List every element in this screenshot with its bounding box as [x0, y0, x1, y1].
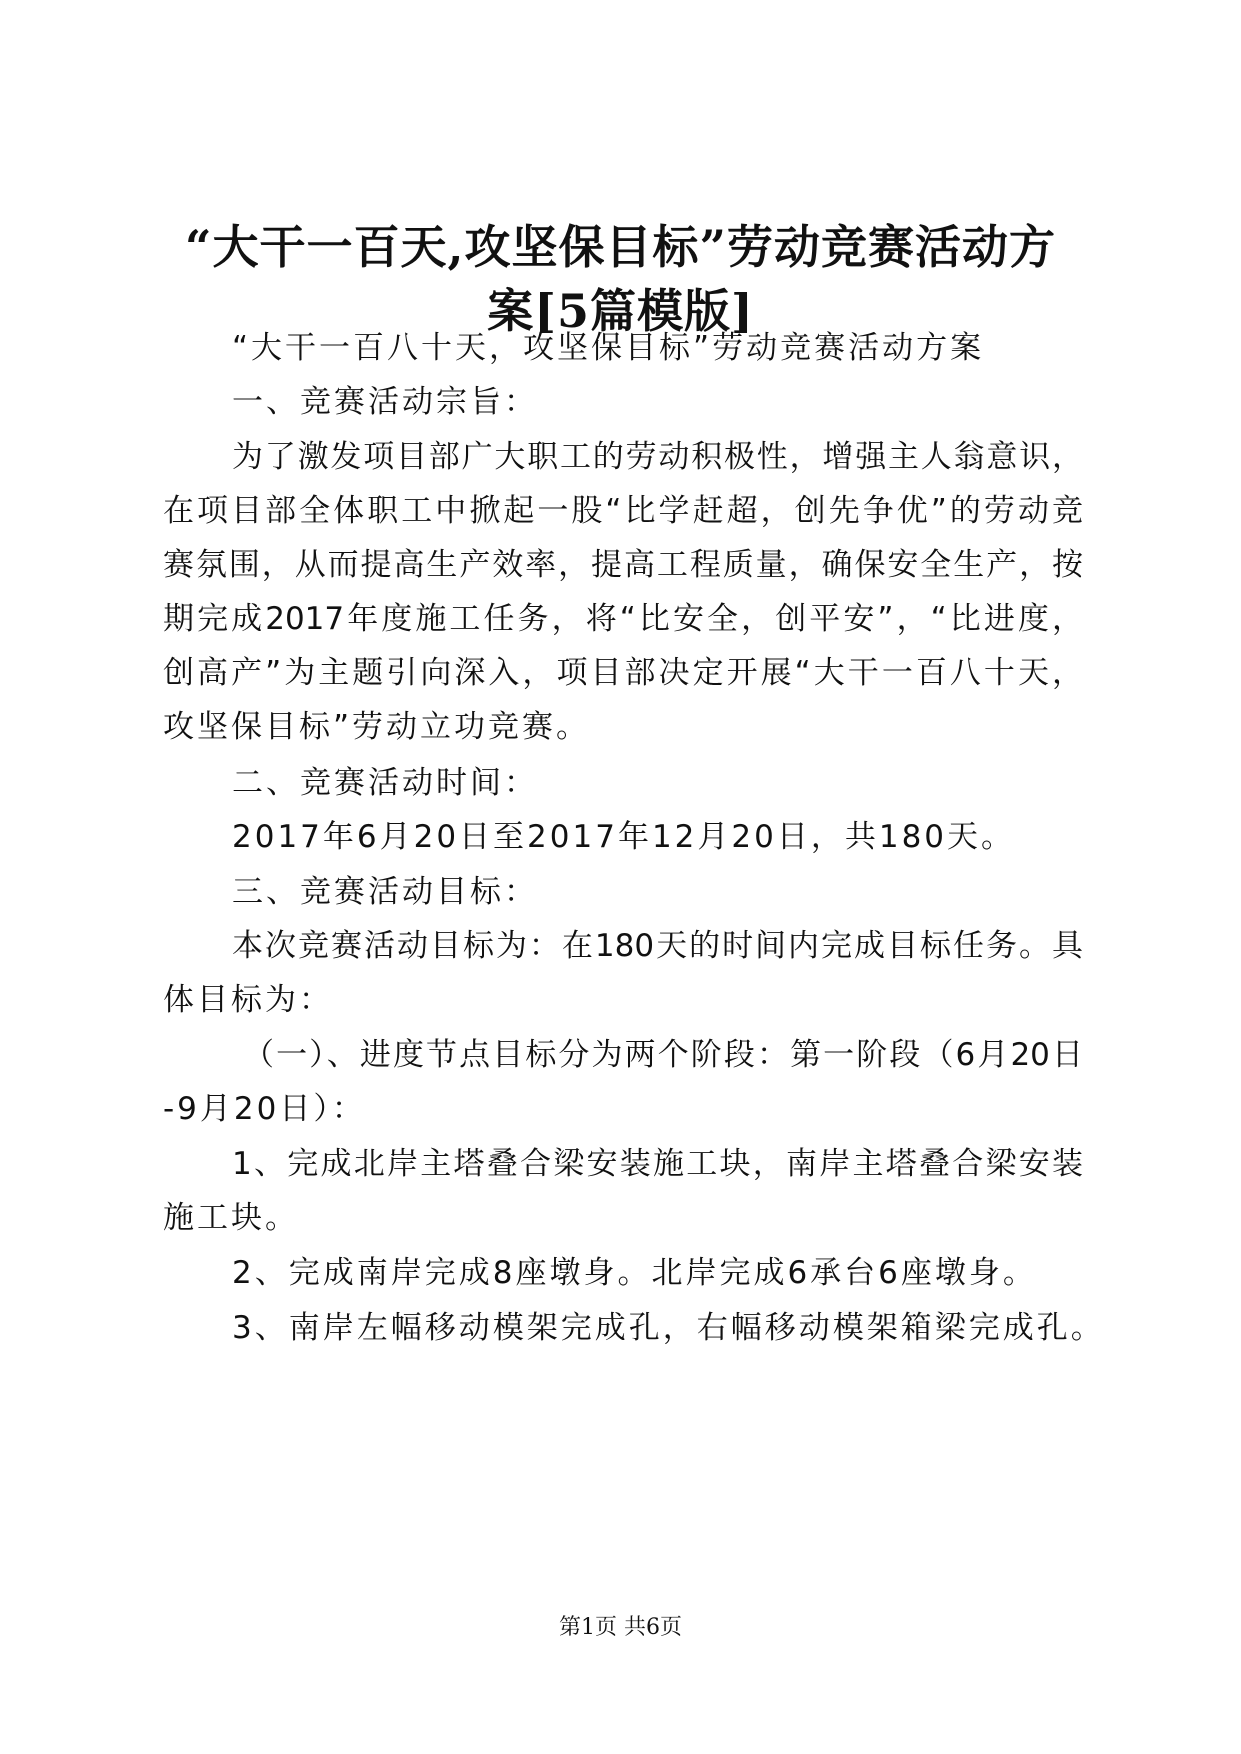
paragraph-line: 体目标为： [163, 982, 333, 1018]
paragraph-line: 赛氛围，从而提高生产效率，提高工程质量，确保安全生产，按 [163, 547, 1083, 583]
section-heading-1: 一、竞赛活动宗旨： [232, 384, 538, 420]
paragraph-line: 攻坚保目标”劳动立功竞赛。 [163, 709, 591, 745]
subtitle: “大干一百八十天，攻坚保目标”劳动竞赛活动方案 [232, 330, 985, 366]
paragraph-line: -9月20日）： [163, 1091, 366, 1127]
list-item-3: 3、南岸左幅移动模架完成孔，右幅移动模架箱梁完成孔。 [232, 1310, 1105, 1346]
page-footer: 第1页 共6页 [559, 1615, 682, 1640]
document-title-line-2: 案[5篇模版] [487, 284, 754, 338]
paragraph-line: 施工块。 [163, 1200, 299, 1236]
list-item-1: 1、完成北岸主塔叠合梁安装施工块，南岸主塔叠合梁安装 [232, 1146, 1083, 1182]
paragraph-line: （一）、进度节点目标分为两个阶段：第一阶段（6月20日 [243, 1037, 1083, 1073]
document-title-line-1: “大干一百天,攻坚保目标”劳动竞赛活动方 [185, 220, 1056, 274]
section-heading-3: 三、竞赛活动目标： [232, 874, 538, 910]
paragraph-line: 创高产”为主题引向深入，项目部决定开展“大干一百八十天， [163, 655, 1083, 691]
paragraph-line: 本次竞赛活动目标为：在180天的时间内完成目标任务。具 [232, 928, 1083, 964]
paragraph-line: 2017年6月20日至2017年12月20日，共180天。 [232, 819, 1016, 855]
list-item-2: 2、完成南岸完成8座墩身。北岸完成6承台6座墩身。 [232, 1255, 1037, 1291]
paragraph-line: 为了激发项目部广大职工的劳动积极性，增强主人翁意识， [232, 439, 1083, 475]
section-heading-2: 二、竞赛活动时间： [232, 765, 538, 801]
paragraph-line: 期完成2017年度施工任务，将“比安全，创平安”，“比进度， [163, 601, 1083, 637]
paragraph-line: 在项目部全体职工中掀起一股“比学赶超，创先争优”的劳动竞 [163, 493, 1083, 529]
